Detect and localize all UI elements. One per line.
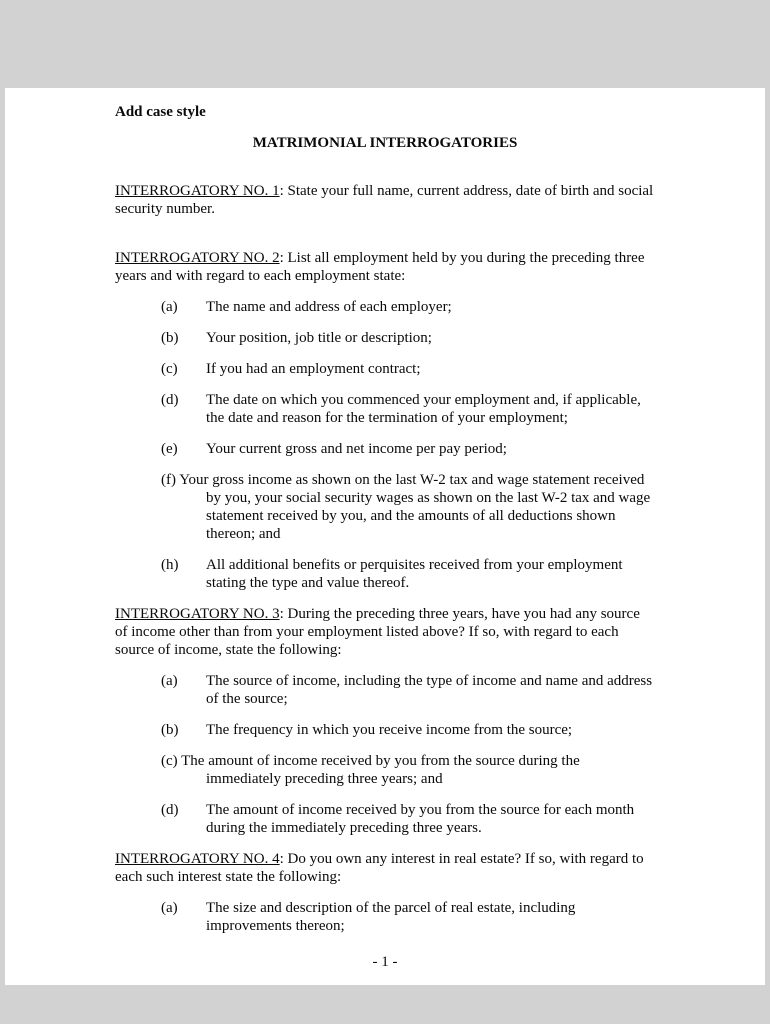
interrogatory-3-body: : During the preceding three years, have you had any source of income other than from your employment listed above? If so, with regard to each source of income, state the following: (115, 606, 640, 658)
interrogatory-2-label: INTERROGATORY NO. 2 (115, 250, 280, 266)
item-letter: (c) (161, 753, 178, 769)
item-letter: (b) (161, 330, 179, 346)
list-item (115, 298, 655, 316)
item-text: The name and address of each employer; (206, 299, 452, 315)
item-letter: (h) (161, 557, 179, 573)
case-style-text: Add case style (115, 104, 206, 120)
interrogatory-1-heading (115, 182, 655, 218)
list-item (115, 556, 655, 592)
item-text: The source of income, including the type of income and name and address of the source; (206, 673, 653, 707)
interrogatory-3-label: INTERROGATORY NO. 3 (115, 606, 280, 622)
item-letter: (f) (161, 472, 176, 488)
interrogatory-1-body: : State your full name, current address, date of birth and social security number. (115, 183, 654, 217)
item-letter: (a) (161, 673, 178, 689)
list-item (115, 672, 655, 708)
item-text: The frequency in which you receive income from the source; (206, 722, 573, 738)
list-item (115, 899, 655, 935)
item-text: The date on which you commenced your employment and, if applicable, the date and reason for the termination of your employment; (206, 392, 641, 426)
item-text: The amount of income received by you from the source for each month during the immediately preceding three years. (206, 802, 635, 836)
item-letter: (a) (161, 900, 178, 916)
item-text: The size and description of the parcel of real estate, including improvements thereon; (206, 900, 576, 934)
item-text: If you had an employment contract; (206, 361, 421, 377)
document-title: MATRIMONIAL INTERROGATORIES (252, 135, 518, 151)
item-letter: (d) (161, 392, 179, 408)
list-item (115, 360, 655, 378)
item-text: Your current gross and net income per pay period; (206, 441, 507, 457)
interrogatory-4-body: : Do you own any interest in real estate? If so, with regard to each such interest state the following: (115, 851, 644, 885)
item-letter: (a) (161, 299, 178, 315)
list-item (115, 721, 655, 739)
page-number: - 1 - (372, 954, 398, 970)
list-item (115, 329, 655, 347)
interrogatory-3-heading (115, 605, 655, 659)
item-letter: (d) (161, 802, 179, 818)
document-page (5, 88, 765, 985)
item-text: Your gross income as shown on the last W-2 tax and wage statement received by you, your social security wages as shown on the last W-2 tax and wage statement received by you, and the amounts of all deductions shown thereon; and (179, 472, 651, 542)
document-content (5, 88, 765, 935)
list-item (115, 391, 655, 427)
list-item (115, 752, 655, 788)
item-letter: (e) (161, 441, 178, 457)
list-item (115, 471, 655, 543)
item-text: The amount of income received by you from the source during the immediately preceding three years; and (181, 753, 580, 787)
list-item (115, 440, 655, 458)
interrogatory-2-body: : List all employment held by you during the preceding three years and with regard to each employment state: (115, 250, 645, 284)
list-item (115, 801, 655, 837)
item-text: All additional benefits or perquisites received from your employment stating the type and value thereof. (206, 557, 623, 591)
interrogatory-4-label: INTERROGATORY NO. 4 (115, 851, 280, 867)
item-letter: (c) (161, 361, 178, 377)
item-text: Your position, job title or description; (206, 330, 432, 346)
interrogatory-4-heading (115, 850, 655, 886)
interrogatory-1-label: INTERROGATORY NO. 1 (115, 183, 280, 199)
item-letter: (b) (161, 722, 179, 738)
interrogatory-2-heading (115, 249, 655, 285)
